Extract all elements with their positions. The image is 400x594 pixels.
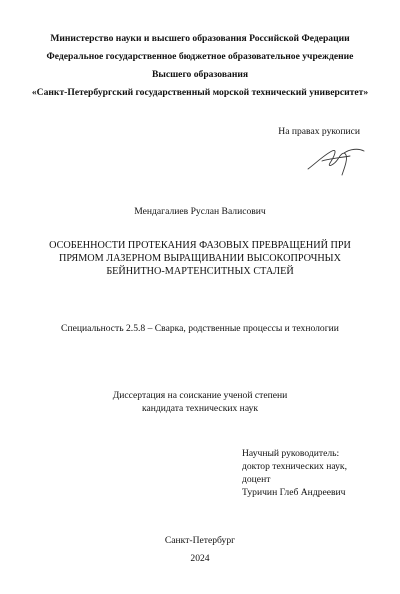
supervisor-label: Научный руководитель:	[242, 448, 340, 459]
supervisor-rank: доцент	[242, 474, 271, 485]
author-name: Мендагалиев Руслан Валисович	[134, 206, 266, 217]
institution-type-line: Федеральное государственное бюджетное образовательное учреждение	[46, 51, 354, 62]
city-line: Санкт-Петербург	[164, 535, 236, 546]
university-name-line: «Санкт-Петербургский государственный морской технический университет»	[31, 87, 369, 98]
thesis-title-line-2: ПРЯМОМ ЛАЗЕРНОМ ВЫРАЩИВАНИИ ВЫСОКОПРОЧНЫХ	[59, 253, 341, 264]
supervisor-name: Туричин Глеб Андреевич	[242, 487, 346, 498]
ministry-line: Министерство науки и высшего образования Российской Федерации	[50, 33, 350, 44]
thesis-title-line-1: ОСОБЕННОСТИ ПРОТЕКАНИЯ ФАЗОВЫХ ПРЕВРАЩЕНИЙ ПРИ	[49, 240, 351, 251]
year-line: 2024	[190, 553, 210, 564]
supervisor-degree: доктор технических наук,	[242, 461, 347, 472]
thesis-title-line-3: БЕЙНИТНО-МАРТЕНСИТНЫХ СТАЛЕЙ	[106, 266, 294, 277]
signature-icon	[304, 139, 366, 179]
manuscript-rights-label: На правах рукописи	[278, 126, 360, 137]
dissertation-degree-line-1: Диссертация на соискание ученой степени	[112, 390, 288, 401]
specialty-line: Специальность 2.5.8 – Сварка, родственные процессы и технологии	[61, 323, 339, 334]
dissertation-degree-line-2: кандидата технических наук	[141, 403, 259, 414]
education-level-line: Высшего образования	[151, 69, 249, 80]
